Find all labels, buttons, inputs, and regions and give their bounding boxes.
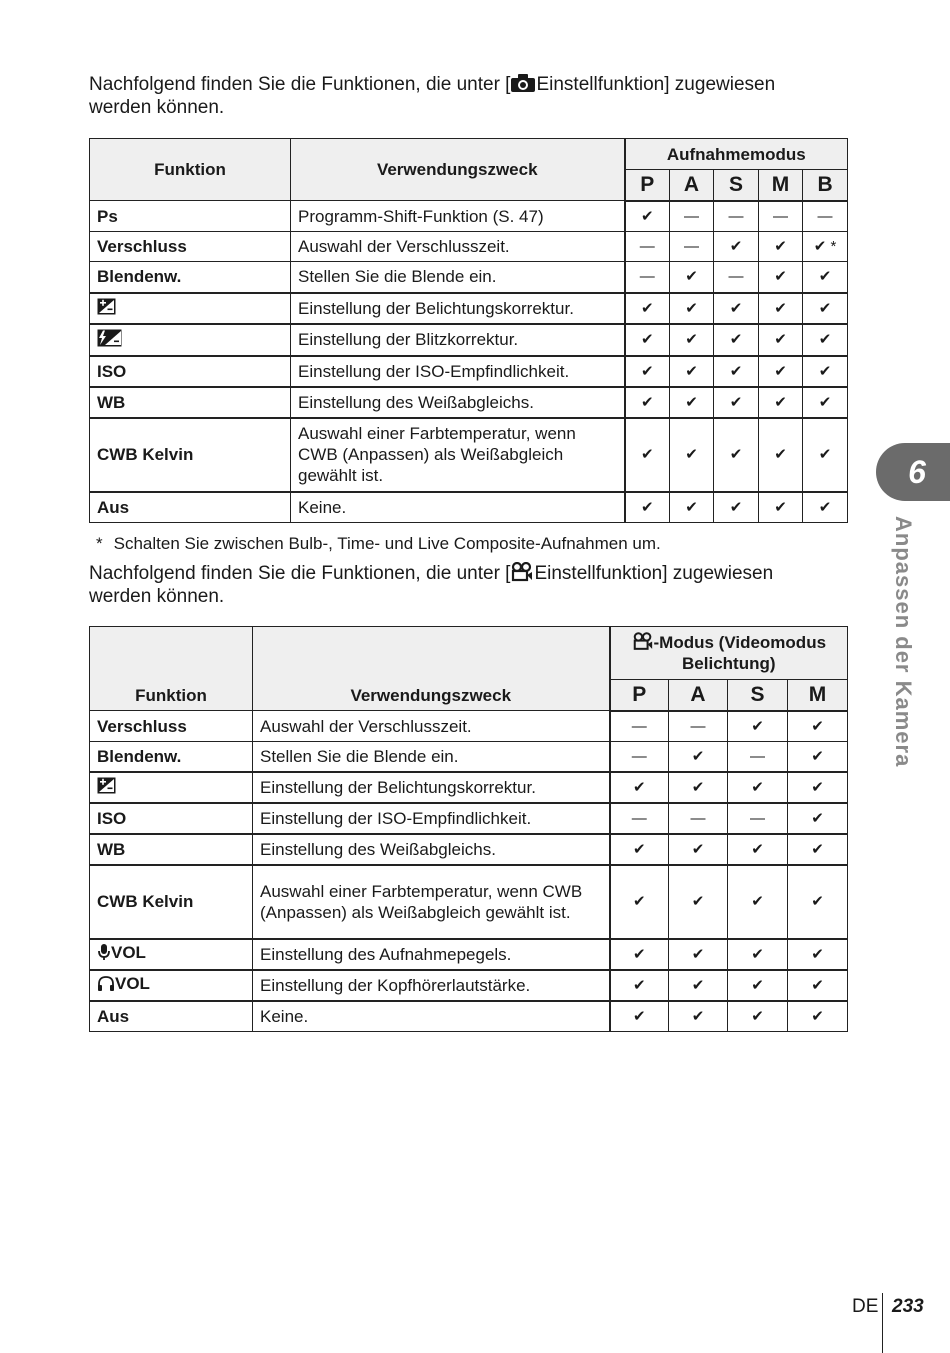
mode-mark-m: ✔ xyxy=(759,492,803,523)
chapter-tab: 6 xyxy=(876,443,950,501)
purpose-cell: Einstellung der Belichtungskorrektur. xyxy=(291,293,625,324)
purpose-cell: Programm-Shift-Funktion (S. 47) xyxy=(291,201,625,232)
function-label: ISO xyxy=(97,361,127,381)
header-verwendungszweck: Verwendungszweck xyxy=(253,627,610,711)
mode-mark-s: ✔ xyxy=(714,387,759,418)
function-label: WB xyxy=(97,392,126,412)
mode-header-s: S xyxy=(714,170,759,201)
mode-mark-p: ✔ xyxy=(610,970,669,1001)
mode-mark-s: ✔ xyxy=(728,939,788,970)
purpose-cell: Einstellung des Weißabgleichs. xyxy=(253,834,610,865)
mode-header-a: A xyxy=(669,680,728,711)
mode-mark-m: ✔ xyxy=(788,742,848,772)
purpose-cell: Stellen Sie die Blende ein. xyxy=(253,742,610,772)
purpose-cell: Auswahl der Verschlusszeit. xyxy=(291,232,625,262)
table-row xyxy=(90,324,848,356)
function-label: CWB Kelvin xyxy=(97,445,194,464)
mode-mark-p: ✔ xyxy=(625,418,670,492)
mode-mark-p: ✔ xyxy=(610,1001,669,1032)
video-functions-table xyxy=(89,626,848,1032)
mode-mark-a: ✔ xyxy=(669,742,728,772)
exposure-compensation-icon xyxy=(97,777,116,799)
function-cell xyxy=(90,418,291,492)
mode-mark-b: — xyxy=(803,201,848,232)
table-row xyxy=(90,262,848,293)
mode-mark-p: ✔ xyxy=(625,356,670,387)
mode-mark-b: ✔ xyxy=(803,356,848,387)
mode-mark-s: — xyxy=(714,262,759,293)
mode-mark-s: ✔ xyxy=(728,970,788,1001)
mode-mark-p: ✔ xyxy=(610,772,669,803)
footer-language: DE xyxy=(852,1296,879,1317)
table-row xyxy=(90,418,848,492)
mode-header-m: M xyxy=(788,680,848,711)
mode-mark-s: — xyxy=(728,803,788,834)
function-label: Blendenw. xyxy=(97,746,182,766)
function-cell xyxy=(90,201,291,232)
mode-mark-s: ✔ xyxy=(714,356,759,387)
function-label: WB xyxy=(97,839,126,859)
chapter-title: Anpassen der Kamera xyxy=(891,516,916,768)
footnote: * Schalten Sie zwischen Bulb-, Time- und Live Composite-Aufnahmen um. xyxy=(96,534,661,553)
mode-mark-b: ✔ xyxy=(803,418,848,492)
mode-mark-s: ✔ xyxy=(714,293,759,324)
intro-text-photo: Nachfolgend finden Sie die Funktionen, die unter [ Einstellfunktion] zugewiesen werden können. xyxy=(89,74,776,118)
mode-mark-m: ✔ xyxy=(788,970,848,1001)
mode-mark-a: — xyxy=(669,803,728,834)
function-cell xyxy=(90,834,253,865)
mode-mark-s: ✔ xyxy=(728,772,788,803)
mode-mark-a: ✔ xyxy=(670,418,714,492)
mode-mark-s: ✔ xyxy=(714,324,759,356)
mode-mark-m: ✔ xyxy=(759,293,803,324)
mode-mark-a: ✔ xyxy=(670,492,714,523)
mode-mark-m: ✔ xyxy=(788,772,848,803)
mode-mark-a: ✔ xyxy=(669,834,728,865)
mode-mark-b: ✔ xyxy=(803,492,848,523)
mode-mark-p: ✔ xyxy=(610,939,669,970)
function-label: Blendenw. xyxy=(97,267,182,287)
purpose-cell: Keine. xyxy=(253,1001,610,1032)
mode-mark-p: ✔ xyxy=(625,201,670,232)
purpose-cell: Einstellung des Aufnahmepegels. xyxy=(253,939,610,970)
table-row xyxy=(90,387,848,418)
function-cell xyxy=(90,939,253,970)
mode-mark-p: ✔ xyxy=(625,387,670,418)
function-cell xyxy=(90,1001,253,1032)
mode-mark-p: ✔ xyxy=(610,834,669,865)
purpose-cell: Auswahl der Verschlusszeit. xyxy=(253,711,610,742)
function-cell xyxy=(90,356,291,387)
mode-header-s: S xyxy=(728,680,788,711)
video-camera-icon xyxy=(632,632,654,651)
purpose-cell: Einstellung der Belichtungskorrektur. xyxy=(253,772,610,803)
function-cell xyxy=(90,232,291,262)
header-video-modus: -Modus (Videomodus Belichtung) xyxy=(610,627,848,680)
mode-mark-a: ✔ xyxy=(670,324,714,356)
mode-mark-p: ✔ xyxy=(610,865,669,939)
mode-mark-s: ✔ xyxy=(728,834,788,865)
function-cell xyxy=(90,262,291,293)
mode-mark-a: ✔ xyxy=(669,772,728,803)
mode-mark-a: ✔ xyxy=(669,1001,728,1032)
header-aufnahmemodus: Aufnahmemodus xyxy=(625,139,848,170)
table-row xyxy=(90,711,848,742)
mode-mark-s: — xyxy=(728,742,788,772)
function-cell xyxy=(90,803,253,834)
table-row xyxy=(90,1001,848,1032)
table-row xyxy=(90,201,848,232)
header-funktion: Funktion xyxy=(90,139,291,201)
mode-mark-s: ✔ xyxy=(728,865,788,939)
mode-mark-b: ✔ xyxy=(803,293,848,324)
function-cell xyxy=(90,324,291,356)
headphones-icon xyxy=(97,975,115,997)
mode-mark-m: ✔ xyxy=(759,262,803,293)
function-label: CWB Kelvin xyxy=(97,892,194,911)
function-cell xyxy=(90,970,253,1001)
mode-mark-m: ✔ xyxy=(759,324,803,356)
photo-functions-table xyxy=(89,138,848,523)
function-cell xyxy=(90,742,253,772)
mode-mark-m: ✔ xyxy=(788,803,848,834)
mode-mark-a: ✔ xyxy=(669,865,728,939)
function-label: ISO xyxy=(97,808,127,828)
mode-mark-p: — xyxy=(625,232,670,262)
mode-header-p: P xyxy=(610,680,669,711)
mode-mark-a: ✔ xyxy=(670,356,714,387)
footer-divider xyxy=(882,1293,883,1353)
purpose-cell: Einstellung der ISO-Empfindlichkeit. xyxy=(291,356,625,387)
mode-mark-a: — xyxy=(669,711,728,742)
function-cell xyxy=(90,711,253,742)
mode-header-m: M xyxy=(759,170,803,201)
table-row xyxy=(90,492,848,523)
mode-mark-a: — xyxy=(670,201,714,232)
function-cell xyxy=(90,492,291,523)
mode-mark-a: ✔ xyxy=(670,262,714,293)
table-row xyxy=(90,232,848,262)
mode-header-a: A xyxy=(670,170,714,201)
table-row xyxy=(90,803,848,834)
table-row xyxy=(90,356,848,387)
mode-mark-a: ✔ xyxy=(669,970,728,1001)
table-row xyxy=(90,939,848,970)
purpose-cell: Keine. xyxy=(291,492,625,523)
mode-mark-p: — xyxy=(610,742,669,772)
mode-mark-m: ✔ xyxy=(759,356,803,387)
purpose-cell: Einstellung des Weißabgleichs. xyxy=(291,387,625,418)
mode-mark-m: ✔ xyxy=(788,834,848,865)
function-label: VOL xyxy=(115,974,150,993)
mode-mark-m: — xyxy=(759,201,803,232)
function-label: Verschluss xyxy=(97,237,187,256)
mode-mark-b: ✔ xyxy=(803,387,848,418)
video-camera-icon xyxy=(510,562,534,582)
mode-mark-a: ✔ xyxy=(670,293,714,324)
function-cell xyxy=(90,293,291,324)
function-cell xyxy=(90,772,253,803)
mode-mark-m: ✔ xyxy=(759,387,803,418)
mode-mark-p: — xyxy=(625,262,670,293)
mode-mark-a: ✔ xyxy=(669,939,728,970)
mode-mark-p: — xyxy=(610,803,669,834)
function-label: Verschluss xyxy=(97,716,187,736)
flash-compensation-icon xyxy=(97,329,122,352)
mode-mark-b: ✔ * xyxy=(803,232,848,262)
purpose-cell: Auswahl einer Farbtemperatur, wenn CWB (Anpassen) als Weißabgleich gewählt ist. xyxy=(253,865,610,939)
purpose-cell: Auswahl einer Farbtemperatur, wenn CWB (Anpassen) als Weißabgleich gewählt ist. xyxy=(291,418,625,492)
mode-mark-p: — xyxy=(610,711,669,742)
mode-mark-s: ✔ xyxy=(714,418,759,492)
mode-mark-p: ✔ xyxy=(625,492,670,523)
mode-mark-m: ✔ xyxy=(788,865,848,939)
header-funktion: Funktion xyxy=(90,627,253,711)
table-row xyxy=(90,970,848,1001)
header-verwendungszweck: Verwendungszweck xyxy=(291,139,625,201)
mode-mark-m: ✔ xyxy=(788,1001,848,1032)
mode-mark-m: ✔ xyxy=(788,711,848,742)
mode-mark-p: ✔ xyxy=(625,293,670,324)
camera-icon xyxy=(510,73,536,93)
function-cell xyxy=(90,387,291,418)
purpose-cell: Einstellung der Blitzkorrektur. xyxy=(291,324,625,356)
microphone-icon xyxy=(97,943,111,966)
purpose-cell: Stellen Sie die Blende ein. xyxy=(291,262,625,293)
mode-mark-s: ✔ xyxy=(728,711,788,742)
table-row xyxy=(90,865,848,939)
table-row xyxy=(90,772,848,803)
mode-mark-a: — xyxy=(670,232,714,262)
mode-mark-b: ✔ xyxy=(803,262,848,293)
purpose-cell: Einstellung der Kopfhörerlautstärke. xyxy=(253,970,610,1001)
mode-mark-m: ✔ xyxy=(759,232,803,262)
function-cell xyxy=(90,865,253,939)
function-label: Aus xyxy=(97,497,130,517)
intro-text-video: Nachfolgend finden Sie die Funktionen, die unter [ Einstellfunktion] zugewiesen werden können. xyxy=(89,563,774,607)
function-label: Aus xyxy=(97,1006,130,1026)
mode-mark-b: ✔ xyxy=(803,324,848,356)
function-label: Ps xyxy=(97,206,118,226)
mode-mark-s: — xyxy=(714,201,759,232)
mode-mark-p: ✔ xyxy=(625,324,670,356)
mode-mark-m: ✔ xyxy=(788,939,848,970)
mode-mark-a: ✔ xyxy=(670,387,714,418)
mode-mark-s: ✔ xyxy=(714,232,759,262)
table-row xyxy=(90,293,848,324)
mode-header-b: B xyxy=(803,170,848,201)
mode-mark-s: ✔ xyxy=(714,492,759,523)
mode-mark-s: ✔ xyxy=(728,1001,788,1032)
function-label: VOL xyxy=(111,943,146,962)
table-row xyxy=(90,834,848,865)
exposure-compensation-icon xyxy=(97,298,116,320)
purpose-cell: Einstellung der ISO-Empfindlichkeit. xyxy=(253,803,610,834)
mode-mark-m: ✔ xyxy=(759,418,803,492)
page-number: 233 xyxy=(892,1296,924,1317)
mode-header-p: P xyxy=(625,170,670,201)
table-row xyxy=(90,742,848,772)
